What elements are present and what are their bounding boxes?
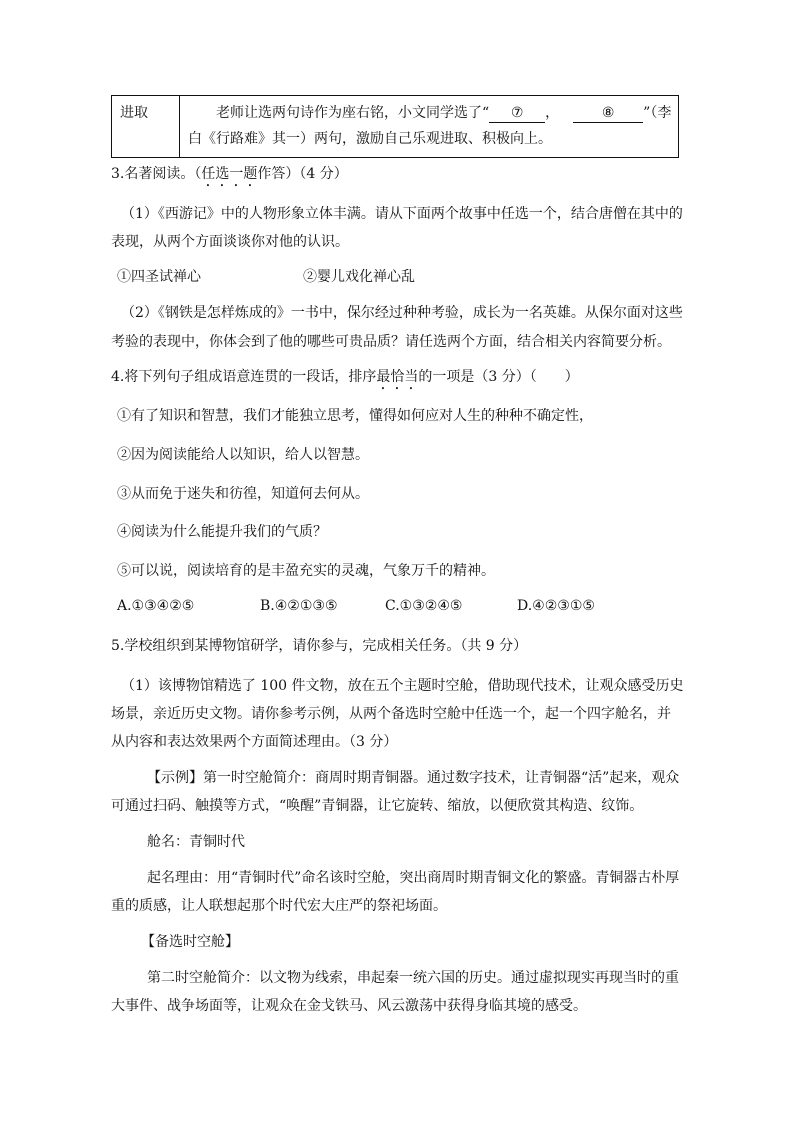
q3-p1-line2: 表现，从两个方面谈谈你对他的认识。	[111, 234, 349, 250]
table-text-b: ”（李	[643, 105, 672, 121]
story-option-1: ①四圣试禅心	[117, 269, 201, 285]
reason-line1: 起名理由：用“青铜时代”命名该时空舱，突出商周时期青铜文化的繁盛。青铜器古朴厚	[147, 870, 680, 886]
table-text-a: 老师让选两句诗作为座右铭，小文同学选了“	[216, 105, 490, 121]
q5-p1-line3: 从内容和表达效果两个方面简述理由。（3 分）	[111, 734, 398, 750]
example-line2: 可通过扫码、触摸等方式，“唤醒”青铜器，让它旋转、缩放，以便欣赏其构造、纹饰。	[111, 798, 644, 814]
q3-emphasis: 任选一题	[201, 166, 258, 182]
sentence-1: ①有了知识和智慧，我们才能独立思考，懂得如何应对人生的种种不确定性，	[117, 408, 593, 424]
option-c: C.①③②④⑤	[385, 598, 463, 614]
q5-p1-line1: （1）该博物馆精选了 100 件文物，放在五个主题时空舱，借助现代技术，让观众感受历史	[121, 678, 684, 694]
q3-p2-line1: （2）《钢铁是怎样炼成的》一书中，保尔经过种种考验，成长为一名英雄。从保尔面对这些	[121, 305, 683, 321]
table-content-line1	[216, 102, 671, 123]
alt-cabin-header: 【备选时空舱】	[141, 934, 239, 950]
sentence-5: ⑤可以说，阅读培育的是丰盈充实的灵魂，气象万千的精神。	[117, 563, 495, 579]
cabin-name: 舱名：青铜时代	[147, 834, 245, 850]
table-label-cell	[112, 96, 180, 157]
table-sep: ，	[545, 105, 560, 121]
reason-line2: 重的质感，让人联想起那个时代宏大庄严的祭祀场面。	[111, 898, 447, 914]
option-b: B.④②①③⑤	[260, 598, 338, 614]
q5-title: 5.学校组织到某博物馆研学，请你参与，完成相关任务。（共 9 分）	[111, 638, 528, 654]
alt-cabin-line2: 大事件、战争场面等，让观众在金戈铁马、风云激荡中获得身临其境的感受。	[111, 998, 587, 1014]
motto-table	[111, 95, 679, 158]
option-a: A.①③④②⑤	[117, 598, 195, 614]
sentence-3: ③从而免于迷失和彷徨，知道何去何从。	[117, 486, 369, 502]
q5-p1-line2: 场景，亲近历史文物。请你参考示例，从两个备选时空舱中任选一个，起一个四字舱名，并	[111, 706, 671, 722]
sentence-4: ④阅读为什么能提升我们的气质？	[117, 524, 327, 540]
q3-p2-line2: 考验的表现中，你体会到了他的哪些可贵品质？请任选两个方面，结合相关内容简要分析。	[111, 334, 671, 350]
table-content-line2: 白《行路难》其一）两句，激励自己乐观进取、积极向上。	[188, 131, 552, 147]
q4-title: 4.将下列句子组成语意连贯的一段话，排序最恰当的一项是（3 分）（ ）	[111, 369, 579, 385]
option-d: D.④②③①⑤	[517, 598, 595, 614]
sentence-2: ②因为阅读能给人以知识，给人以智慧。	[117, 447, 369, 463]
story-option-2: ②婴儿戏化禅心乱	[303, 269, 415, 285]
q4-emphasis: 最恰当	[376, 369, 419, 385]
q3-title: 3.名著阅读。（任选一题作答）（4 分）	[111, 166, 348, 182]
alt-cabin-line1: 第二时空舱简介：以文物为线索，串起秦一统六国的历史。通过虚拟现实再现当时的重	[147, 970, 679, 986]
q3-p1-line1: （1）《西游记》中的人物形象立体丰满。请从下面两个故事中任选一个，结合唐僧在其中的	[121, 206, 683, 222]
table-label: 进取	[120, 105, 148, 121]
blank-8: ⑧	[573, 104, 643, 123]
example-line1: 【示例】第一时空舱简介：商周时期青铜器。通过数字技术，让青铜器“活”起来，观众	[147, 770, 680, 786]
blank-7: ⑦	[489, 104, 545, 123]
